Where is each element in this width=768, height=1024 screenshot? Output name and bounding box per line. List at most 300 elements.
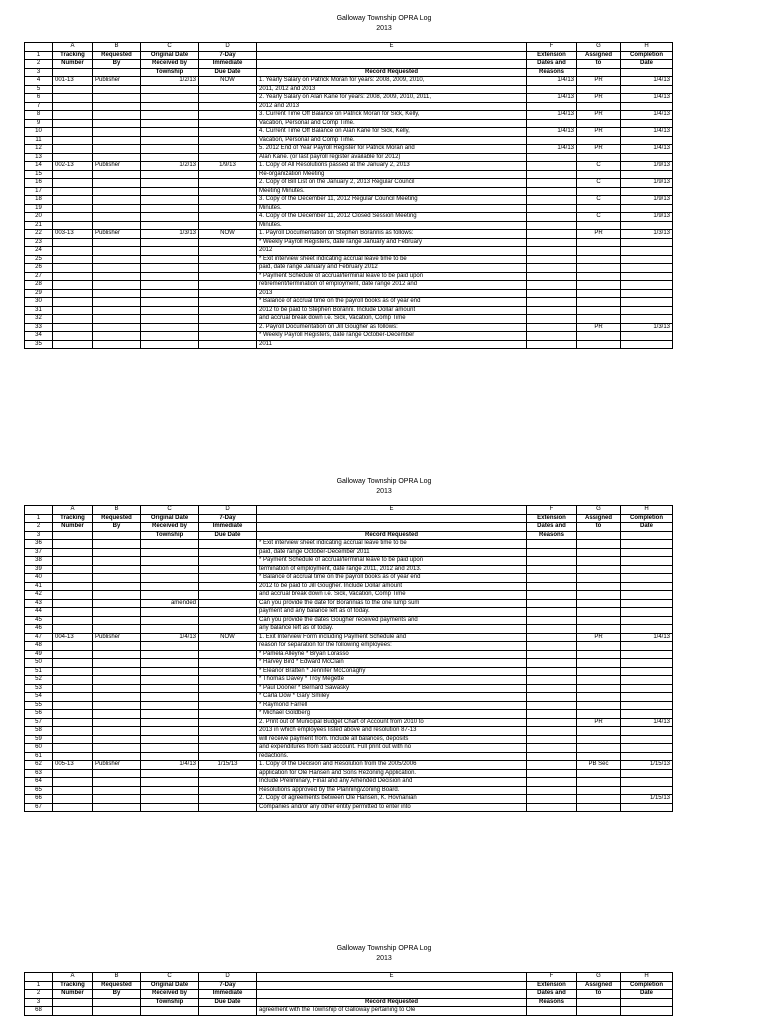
original-date [141,298,199,307]
row-number: 24 [25,247,53,256]
requested-by [93,298,141,307]
record-requested: * Carla Dow * Gary Smiley [257,693,527,702]
table-row [25,111,673,120]
row-number: 54 [25,693,53,702]
due-date [199,676,257,685]
assigned-to [577,727,621,736]
tracking-number [53,340,93,349]
table-row [25,196,673,205]
row-number: 57 [25,718,53,727]
completion-date: 1/9/13 [621,213,673,222]
page-year: 2013 [376,488,392,495]
header-cell [53,998,93,1007]
extension-date [527,179,577,188]
row-number: 32 [25,315,53,324]
original-date [141,187,199,196]
completion-date [621,693,673,702]
header-cell: Assigned [577,981,621,990]
completion-date [621,744,673,753]
table-row [25,667,673,676]
row-number: 1 [25,514,53,523]
original-date [141,557,199,566]
tracking-number: 005-13 [53,761,93,770]
header-cell [53,68,93,77]
row-number: 25 [25,255,53,264]
record-requested: agreement with the Township of Galloway pertaining to Ole [257,1007,527,1016]
table-row [25,803,673,812]
due-date [199,548,257,557]
requested-by [93,255,141,264]
assigned-to [577,85,621,94]
record-requested: * Weekly Payroll Registers, date range October-December [257,332,527,341]
row-number: 61 [25,752,53,761]
table-row [25,145,673,154]
requested-by [93,565,141,574]
extension-date [527,196,577,205]
record-requested: Minutes. [257,221,527,230]
requested-by [93,557,141,566]
requested-by [93,153,141,162]
extension-date [527,599,577,608]
completion-date [621,272,673,281]
assigned-to [577,187,621,196]
assigned-to: C [577,162,621,171]
row-number: 36 [25,540,53,549]
tracking-number [53,298,93,307]
extension-date [527,701,577,710]
table-row [25,119,673,128]
record-requested: 2012 [257,247,527,256]
column-letter: A [53,43,93,52]
original-date [141,238,199,247]
requested-by: Publisher [93,162,141,171]
row-number: 34 [25,332,53,341]
row-number: 62 [25,761,53,770]
requested-by [93,315,141,324]
original-date [141,540,199,549]
column-letter: B [93,973,141,982]
due-date: 1/9/13 [199,162,257,171]
completion-date [621,684,673,693]
header-cell: Extension [527,981,577,990]
due-date [199,650,257,659]
requested-by [93,306,141,315]
tracking-number [53,94,93,103]
header-cell: Township [141,531,199,540]
tracking-number [53,119,93,128]
requested-by [93,119,141,128]
header-cell: Reasons [527,998,577,1007]
header-cell [257,51,527,60]
row-number: 21 [25,221,53,230]
assigned-to: C [577,213,621,222]
tracking-number [53,306,93,315]
header-row [25,514,673,523]
column-letter: E [257,973,527,982]
row-number: 5 [25,85,53,94]
column-letter: G [577,506,621,515]
due-date [199,136,257,145]
row-number: 46 [25,625,53,634]
extension-date [527,795,577,804]
record-requested: * Harvey Bird * Edward McClain [257,659,527,668]
page-year: 2013 [376,955,392,962]
assigned-to [577,298,621,307]
header-cell [93,998,141,1007]
tracking-number [53,272,93,281]
extension-date [527,153,577,162]
requested-by [93,574,141,583]
original-date [141,213,199,222]
extension-date [527,625,577,634]
row-number: 63 [25,769,53,778]
row-number: 45 [25,616,53,625]
original-date [141,735,199,744]
table-row [25,625,673,634]
column-letter-row [25,506,673,515]
header-cell [257,981,527,990]
original-date [141,179,199,188]
extension-date [527,667,577,676]
tracking-number: 002-13 [53,162,93,171]
due-date [199,591,257,600]
row-number: 56 [25,710,53,719]
header-cell: Immediate [199,523,257,532]
extension-date [527,1007,577,1016]
requested-by: Publisher [93,77,141,86]
header-cell: Dates and [527,990,577,999]
extension-date [527,281,577,290]
completion-date [621,170,673,179]
header-row [25,68,673,77]
table-row [25,693,673,702]
due-date [199,340,257,349]
original-date [141,574,199,583]
assigned-to [577,289,621,298]
column-letter: G [577,43,621,52]
row-number: 10 [25,128,53,137]
extension-date [527,332,577,341]
extension-date [527,230,577,239]
original-date [141,196,199,205]
original-date [141,170,199,179]
completion-date [621,701,673,710]
requested-by [93,179,141,188]
assigned-to [577,625,621,634]
due-date [199,795,257,804]
row-number: 4 [25,77,53,86]
assigned-to [577,272,621,281]
completion-date [621,591,673,600]
assigned-to [577,1007,621,1016]
due-date [199,693,257,702]
header-cell: Requested [93,981,141,990]
header-cell: Immediate [199,60,257,69]
extension-date [527,778,577,787]
opra-log-table [24,42,673,349]
row-number: 65 [25,786,53,795]
record-requested: 5. 2012 End of Year Payroll Register for Patrick Moran and [257,145,527,154]
table-row [25,633,673,642]
record-requested: 2. Yearly Salary on Alan Kane for years: 2008, 2009, 2010, 2011, [257,94,527,103]
header-cell: Date [621,990,673,999]
due-date [199,718,257,727]
header-cell: Requested [93,514,141,523]
tracking-number [53,332,93,341]
row-number: 13 [25,153,53,162]
assigned-to [577,752,621,761]
record-requested: * Exit interview sheet indicating accrual leave time to be [257,255,527,264]
extension-date [527,608,577,617]
original-date [141,340,199,349]
completion-date [621,85,673,94]
extension-date [527,315,577,324]
header-cell: Dates and [527,60,577,69]
extension-date [527,744,577,753]
row-number: 42 [25,591,53,600]
original-date [141,119,199,128]
original-date [141,591,199,600]
header-row [25,60,673,69]
tracking-number [53,616,93,625]
due-date [199,298,257,307]
requested-by [93,323,141,332]
tracking-number [53,315,93,324]
requested-by [93,659,141,668]
assigned-to [577,170,621,179]
header-cell: Date [621,60,673,69]
table-row [25,238,673,247]
extension-date [527,323,577,332]
completion-date [621,727,673,736]
header-cell: Immediate [199,990,257,999]
tracking-number [53,179,93,188]
due-date [199,540,257,549]
extension-date [527,289,577,298]
requested-by [93,540,141,549]
record-requested: Re-organization Meeting [257,170,527,179]
table-row [25,582,673,591]
extension-date: 1/4/13 [527,94,577,103]
extension-date [527,238,577,247]
header-cell: Record Requested [257,68,527,77]
due-date [199,616,257,625]
due-date: NOW [199,77,257,86]
due-date [199,315,257,324]
column-letter: H [621,43,673,52]
due-date [199,196,257,205]
assigned-to [577,281,621,290]
completion-date [621,298,673,307]
original-date [141,608,199,617]
record-requested: paid, date range October-December 2011 [257,548,527,557]
requested-by [93,616,141,625]
tracking-number [53,187,93,196]
due-date [199,264,257,273]
record-requested: 2012 and 2013 [257,102,527,111]
original-date [141,264,199,273]
header-cell: Received by [141,523,199,532]
table-row [25,281,673,290]
due-date [199,642,257,651]
column-letter [25,43,53,52]
original-date [141,752,199,761]
extension-date [527,582,577,591]
header-cell: Township [141,68,199,77]
original-date [141,289,199,298]
row-number: 53 [25,684,53,693]
extension-date [527,718,577,727]
header-row [25,523,673,532]
record-requested: * Weekly Payroll Registers, date range January and February [257,238,527,247]
extension-date [527,255,577,264]
requested-by [93,676,141,685]
tracking-number [53,735,93,744]
due-date [199,187,257,196]
row-number: 2 [25,990,53,999]
record-requested: retirement/termination of employment, date range 2012 and [257,281,527,290]
assigned-to: C [577,179,621,188]
original-date [141,727,199,736]
tracking-number [53,255,93,264]
original-date [141,332,199,341]
due-date [199,221,257,230]
due-date [199,94,257,103]
column-letter: C [141,43,199,52]
due-date [199,667,257,676]
row-number: 58 [25,727,53,736]
column-letter-row [25,973,673,982]
due-date [199,608,257,617]
extension-date [527,727,577,736]
record-requested: reason for separation for the following employees: [257,642,527,651]
original-date: amended [141,599,199,608]
row-number: 35 [25,340,53,349]
tracking-number [53,574,93,583]
completion-date [621,1007,673,1016]
tracking-number [53,85,93,94]
header-cell [93,68,141,77]
due-date [199,255,257,264]
tracking-number [53,170,93,179]
table-row [25,94,673,103]
row-number: 14 [25,162,53,171]
record-requested: * Michael Goldberg [257,710,527,719]
table-row [25,264,673,273]
assigned-to [577,659,621,668]
assigned-to [577,306,621,315]
column-letter-row [25,43,673,52]
tracking-number [53,247,93,256]
due-date [199,1007,257,1016]
assigned-to: PR [577,718,621,727]
table-row [25,298,673,307]
original-date [141,102,199,111]
tracking-number [53,204,93,213]
table-row [25,213,673,222]
table-row [25,769,673,778]
tracking-number [53,264,93,273]
extension-date [527,213,577,222]
assigned-to [577,693,621,702]
extension-date [527,650,577,659]
original-date [141,136,199,145]
opra-log-table [24,505,673,812]
row-number: 55 [25,701,53,710]
row-number: 23 [25,238,53,247]
header-cell [577,531,621,540]
requested-by [93,727,141,736]
extension-date [527,769,577,778]
original-date [141,718,199,727]
extension-date [527,119,577,128]
due-date [199,306,257,315]
table-row [25,315,673,324]
due-date [199,778,257,787]
record-requested: 2012 to be paid to Jill Gougher. Include Dollar amount [257,582,527,591]
row-number: 18 [25,196,53,205]
completion-date [621,264,673,273]
due-date [199,102,257,111]
due-date [199,204,257,213]
assigned-to [577,744,621,753]
completion-date [621,102,673,111]
due-date [199,684,257,693]
tracking-number [53,582,93,591]
column-letter: F [527,506,577,515]
table-row [25,540,673,549]
original-date [141,769,199,778]
original-date: 1/4/13 [141,633,199,642]
completion-date [621,238,673,247]
row-number: 27 [25,272,53,281]
header-cell: Assigned [577,514,621,523]
record-requested: 2013 [257,289,527,298]
tracking-number [53,659,93,668]
due-date [199,557,257,566]
page-year: 2013 [376,25,392,32]
assigned-to [577,540,621,549]
original-date [141,247,199,256]
record-requested: * Payment Schedule of accrual/terminal leave to be paid upon [257,272,527,281]
header-cell: Due Date [199,531,257,540]
requested-by [93,272,141,281]
row-number: 41 [25,582,53,591]
assigned-to: PR [577,230,621,239]
completion-date: 1/4/13 [621,111,673,120]
row-number: 22 [25,230,53,239]
requested-by [93,744,141,753]
completion-date [621,778,673,787]
row-number: 29 [25,289,53,298]
tracking-number [53,701,93,710]
header-cell: Received by [141,60,199,69]
completion-date [621,204,673,213]
table-row [25,650,673,659]
due-date [199,119,257,128]
table-row [25,136,673,145]
table-row [25,187,673,196]
header-cell: Record Requested [257,531,527,540]
tracking-number [53,693,93,702]
completion-date [621,153,673,162]
row-number: 11 [25,136,53,145]
record-requested: any balance left as of today. [257,625,527,634]
column-letter: D [199,506,257,515]
table-row [25,272,673,281]
requested-by [93,718,141,727]
row-number: 20 [25,213,53,222]
